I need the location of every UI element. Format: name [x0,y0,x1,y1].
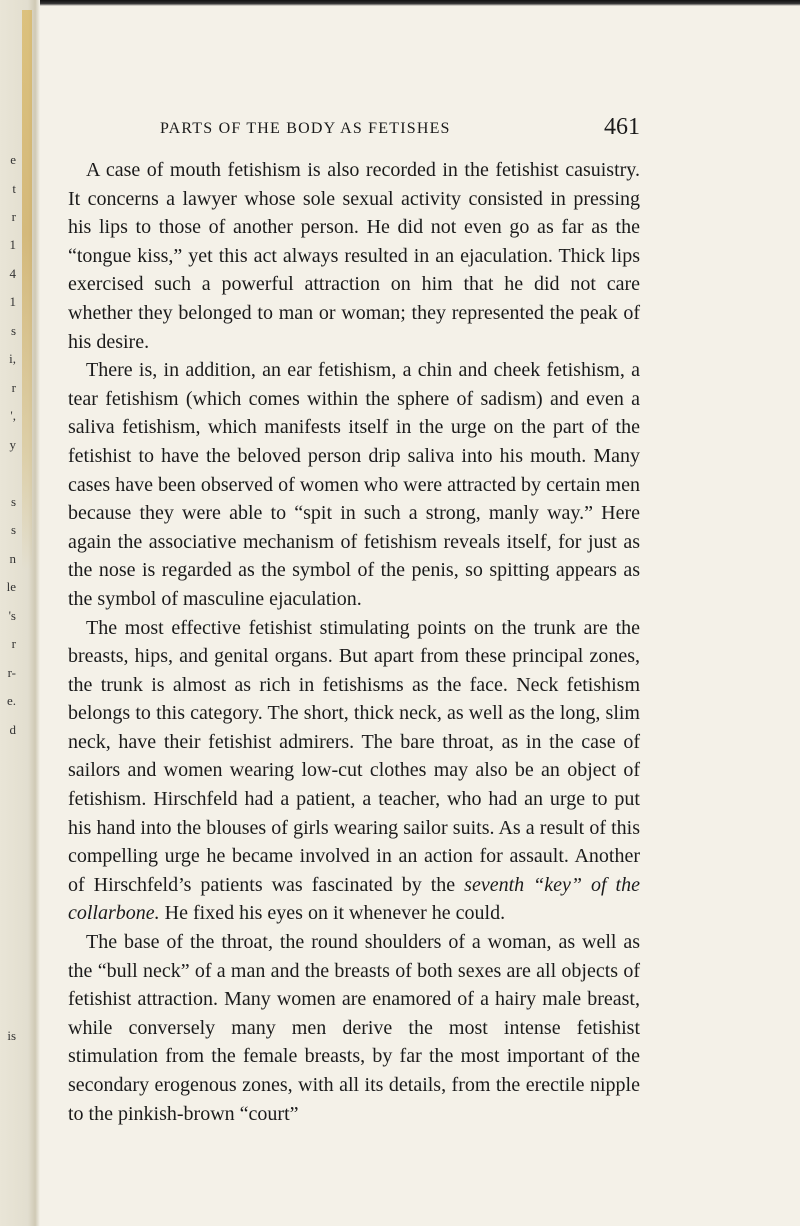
paragraph-text: He fixed his eyes on it whenever he could. [159,902,506,925]
bleed-glyph: r [11,380,16,395]
bleed-glyph: r [11,636,16,651]
paragraph-ear-chin-saliva: There is, in addition, an ear fetishism, a chin and cheek fetishism, a tear fetishism (which comes within the sphere of sadism) and even a saliva fetishism, which manifests itself in the urge on the part of the fetishist to have the beloved person drip saliva into his mouth. Many cases have been observed of women who were attracted by certain men because they were able to “spit in such a strong, manly way.” Here again the associative mechanism of fetishism reveals itself, for just as the nose is regarded as the symbol of the penis, so spitting appears as the symbol of masculine ejaculation. [68,359,640,610]
bleed-glyph: is [7,1028,16,1043]
bleed-glyph: le [6,579,16,594]
book-page [68,108,640,1128]
binding-stain [22,10,32,570]
running-title: PARTS OF THE BODY AS FETISHES [160,120,451,137]
bleed-glyph: r- [7,665,16,680]
bleed-glyph: s [10,323,16,338]
bleed-glyph: e [10,152,16,167]
bleed-glyph: 1 [9,294,16,309]
running-head [68,108,640,156]
italic-phrase: seventh “key” of the collarbone. [68,873,640,925]
paragraph-text: The most effective fetishist stimulating points on the trunk are the breasts, hips, and genital organs. But apart from these principal zones, the trunk is almost as rich in fetishisms as the face. Neck fetishism belongs to this category. The short, thick neck, as well as the long, slim neck, have their fetishist admirers. The bare throat, as in the case of sailors and women wearing low-cut clothes may also be an object of fetishism. Hirschfeld had a patient, a teacher, who had an urge to put his hand into the blouses of girls wearing sailor suits. As a result of this compelling urge he became involved in an action for assault. Another of Hirschfeld’s patients was fascinated by the [68,616,640,896]
paragraph-mouth-fetishism: A case of mouth fetishism is also recorded in the fetishist casuistry. It concerns a lawyer whose sole sexual activity consisted in pressing his lips to those of another person. He did not even go as far as the “tongue kiss,” yet this act always resulted in an ejaculation. Thick lips exercised such a powerful attraction on him that he did not care whether they belonged to man or woman; they represented the peak of his desire. [68,159,640,353]
bleed-glyph: i, [9,351,16,366]
paragraph-throat-breasts: The base of the throat, the round shoulders of a woman, as well as the “bull neck” of a man and the breasts of both sexes are all objects of fetishist attraction. Many women are enamored of a hairy male breast, while conversely many men derive the most intense fetishist stimulation from the female breasts, by far the most important of the secondary erogenous zones, with all its details, from the erectile nipple to the pinkish-brown “court” [68,931,640,1125]
bleed-glyph: 4 [9,266,16,281]
bleed-glyph: r [11,209,16,224]
page-number: 461 [604,114,640,140]
body-text [68,156,640,1128]
bleed-glyph: e. [6,693,16,708]
bleed-glyph: n [9,551,16,566]
top-edge-rule [0,0,800,6]
bleed-glyph: t [12,181,16,196]
bleed-glyph: y [9,437,16,452]
bleed-glyph: s [10,494,16,509]
bleed-glyph: d [9,722,16,737]
bleed-glyph: 's [8,608,16,623]
bleed-glyph: ', [10,408,16,423]
bleed-glyph: 1 [9,237,16,252]
bleed-glyph: s [10,522,16,537]
paragraph-trunk-neck [68,614,640,929]
